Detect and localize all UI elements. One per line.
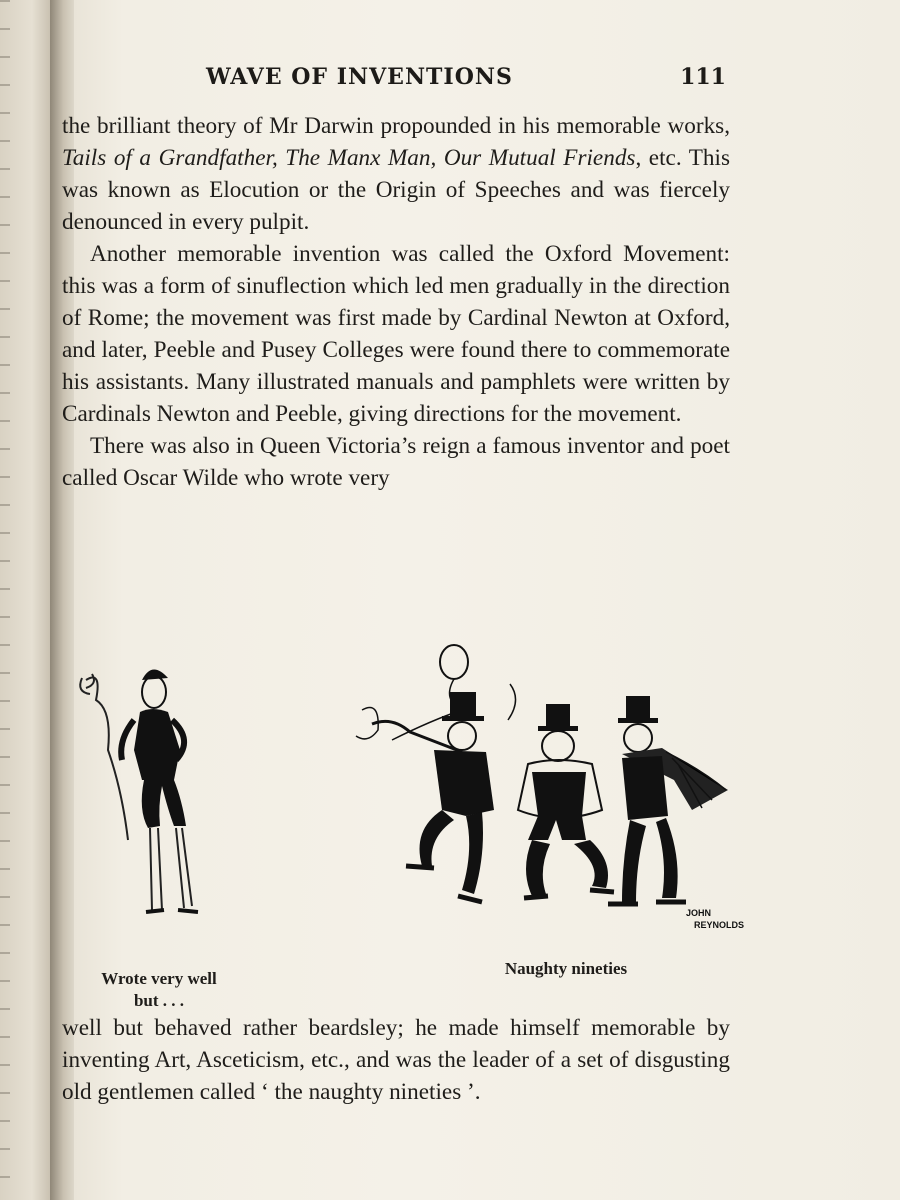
old-gentleman-1	[356, 692, 494, 902]
running-header	[206, 64, 726, 96]
body-text-top	[62, 110, 730, 494]
artist-signature-line2: REYNOLDS	[694, 920, 745, 930]
old-gentleman-2	[508, 684, 614, 898]
caption-wrote-very-well	[74, 968, 244, 1012]
paragraph-text: There was also in Queen Victoria’s reign a famous inventor and poet called Oscar Wilde who wrote very	[62, 433, 730, 491]
running-title: WAVE OF INVENTIONS	[206, 64, 513, 90]
caption-left-line1: Wrote very well	[101, 969, 217, 988]
paragraph-text: , etc. This was known as Elocution or the Origin of Speeches and was fiercely denounced in every pulpit.	[62, 145, 730, 235]
page-number: 111	[680, 64, 726, 90]
artist-signature-line1: JOHN	[686, 908, 712, 918]
paragraph-text: the brilliant theory of Mr Darwin propounded in his memorable works,	[62, 113, 730, 139]
old-gentleman-3	[608, 696, 728, 904]
paragraph-text: well but behaved rather beardsley; he made himself memorable by inventing Art, Asceticism, etc., and was the leader of a set of disgusting old gentlemen called ‘ the naughty nineties ’.	[62, 1015, 730, 1105]
paragraph	[62, 1012, 730, 1108]
paragraph	[62, 238, 730, 430]
caption-naughty-nineties: Naughty nineties	[504, 959, 628, 978]
caption-left-line2: but . . .	[133, 991, 185, 1010]
paragraph	[62, 110, 730, 238]
body-text-bottom	[62, 1012, 730, 1108]
aesthete-figure	[80, 669, 198, 912]
italic-text: Tails of a Grandfather, The Manx Man, Our Mutual Friends	[62, 145, 636, 171]
paragraph	[62, 430, 730, 494]
paragraph-text: Another memorable invention was called the Oxford Movement: this was a form of sinuflection which led men gradually in the direction of Rome; the movement was first made by Cardinal Newton at Oxford, and later, Peeble and Pusey Colleges were found there to commemorate his assistants. Many illustrated manuals and pamphlets were written by Cardinals Newton and Peeble, giving directions for the movement.	[62, 241, 730, 427]
cartoon-illustration	[62, 640, 745, 940]
